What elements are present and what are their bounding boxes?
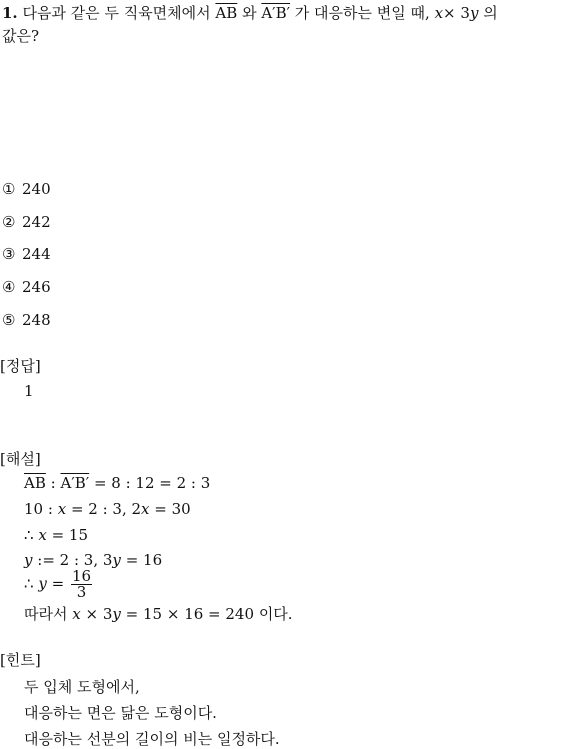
choice-value: 248 bbox=[22, 311, 51, 329]
math-text: × 3 bbox=[443, 4, 470, 22]
fraction bbox=[71, 569, 92, 600]
math-text: = 15 × 16 = 240 bbox=[125, 605, 255, 623]
math-text: := 2 : 3, 3 bbox=[37, 551, 113, 569]
explanation-label: [해설] bbox=[0, 450, 41, 468]
answer-value: 1 bbox=[24, 382, 34, 400]
math-text: 10 : bbox=[24, 500, 53, 518]
answer-label: [정답] bbox=[0, 357, 41, 375]
segment-a-prime-b-prime: A′B′ bbox=[60, 474, 90, 492]
question-text: 와 bbox=[242, 4, 257, 22]
question-text: 가 대응하는 변일 때, bbox=[294, 4, 430, 22]
choice-value: 246 bbox=[22, 278, 51, 296]
explanation-text: 이다. bbox=[258, 605, 293, 623]
segment-ab: $\overline{AB}$ bbox=[24, 474, 46, 492]
fraction-numerator: 16 bbox=[71, 567, 92, 585]
math-text: = 16 bbox=[125, 551, 163, 569]
math-text: = 15 bbox=[51, 526, 89, 544]
explanation-line-3 bbox=[24, 526, 88, 544]
choice-mark: ③ bbox=[2, 245, 16, 263]
choice-mark: ⑤ bbox=[2, 311, 16, 329]
therefore-symbol: ∴ bbox=[24, 526, 34, 544]
hint-line-3: 대응하는 선분의 길이의 비는 일정하다. bbox=[24, 730, 280, 748]
question-line-1 bbox=[2, 2, 498, 23]
explanation-line-6 bbox=[24, 603, 293, 624]
var-x: x bbox=[57, 500, 67, 518]
math-text: = 8 : 12 = 2 : 3 bbox=[93, 474, 211, 492]
explanation-line-2 bbox=[24, 500, 191, 518]
math-text: × 3 bbox=[85, 605, 113, 623]
math-text: = bbox=[51, 574, 65, 593]
choice-value: 240 bbox=[22, 180, 51, 198]
choice-mark: ① bbox=[2, 180, 16, 198]
math-text: = 30 bbox=[154, 500, 191, 518]
therefore-symbol: ∴ bbox=[24, 574, 34, 593]
math-text: : bbox=[50, 474, 56, 492]
explanation-text: 따라서 bbox=[24, 605, 68, 623]
fraction-denominator: 3 bbox=[76, 583, 87, 601]
hint-label: [힌트] bbox=[0, 651, 41, 669]
choice-value: 244 bbox=[22, 245, 51, 263]
math-text: = 2 : 3, 2 bbox=[70, 500, 142, 518]
var-x: x bbox=[434, 4, 444, 22]
segment-ab: $\overline{AB}$ bbox=[215, 4, 238, 22]
question-number: 1. bbox=[2, 4, 18, 22]
var-y: y bbox=[112, 551, 121, 569]
explanation-line-5 bbox=[24, 569, 92, 600]
explanation-line-4 bbox=[24, 551, 162, 569]
var-x: x bbox=[72, 605, 81, 623]
choice-mark: ② bbox=[2, 213, 16, 231]
var-x: x bbox=[38, 526, 47, 544]
var-y: y bbox=[112, 605, 121, 623]
var-y: y bbox=[38, 574, 47, 593]
choice-value: 242 bbox=[22, 213, 51, 231]
var-y: y bbox=[469, 4, 479, 22]
choice-mark: ④ bbox=[2, 278, 16, 296]
choice-3[interactable] bbox=[2, 245, 51, 263]
segment-a-prime-b-prime: A′B′ bbox=[261, 4, 291, 22]
explanation-line-1 bbox=[24, 474, 210, 492]
choice-2[interactable] bbox=[2, 213, 51, 231]
hint-line-2: 대응하는 면은 닮은 도형이다. bbox=[24, 704, 217, 722]
question-text: 의 bbox=[483, 4, 498, 22]
var-y: y bbox=[24, 551, 33, 569]
question-text: 다음과 같은 두 직육면체에서 bbox=[22, 4, 211, 22]
choice-4[interactable] bbox=[2, 278, 51, 296]
choice-1[interactable] bbox=[2, 180, 51, 198]
hint-line-1: 두 입체 도형에서, bbox=[24, 678, 140, 696]
var-x: x bbox=[141, 500, 150, 518]
question-line-2: 값은? bbox=[2, 27, 40, 45]
choice-5[interactable] bbox=[2, 311, 51, 329]
